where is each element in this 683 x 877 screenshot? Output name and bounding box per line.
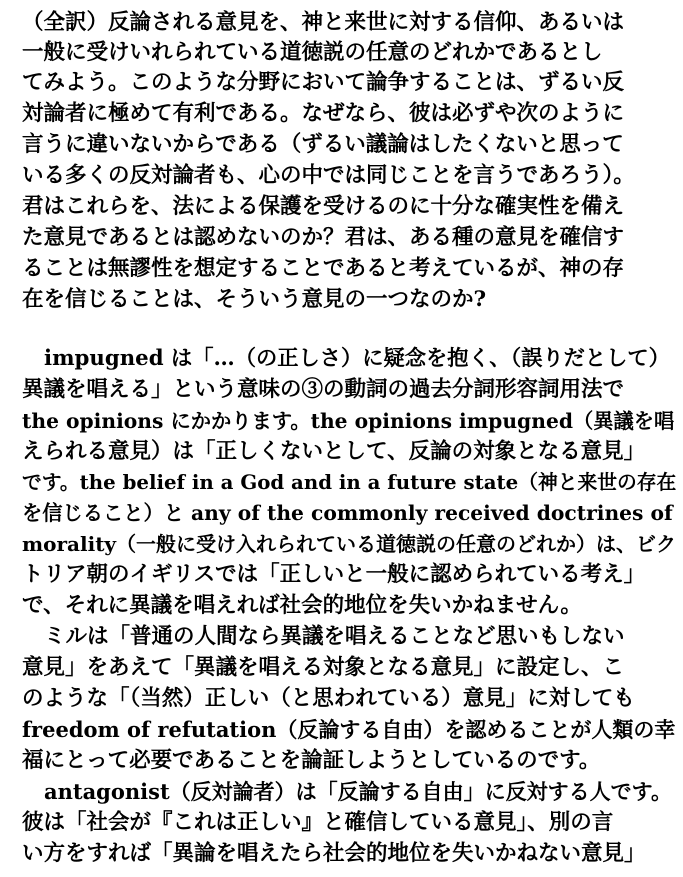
text-line: ミルは「普通の人間なら異議を唱えることなど思いもしない (44, 624, 625, 649)
text-line: で、それに異議を唱えれば社会的地位を失いかねません。 (22, 593, 582, 618)
text-line: 一般に受けいれられている道徳説の任意のどれかであるとし (22, 40, 603, 65)
text-line: 言うに違いないからである（ずるい議論はしたくないと思って (22, 132, 624, 157)
text-line: のような「（当然）正しい（と思われている）意見」に対しても (22, 686, 635, 711)
text-line: です。the belief in a God and in a future state（神と来世の存在 (22, 470, 677, 494)
text-line: morality（一般に受け入れられている道徳説の任意のどれか）は、ビク (22, 532, 677, 556)
text-line: いる多くの反対論者も、心の中では同じことを言うであろう）。 (22, 163, 635, 188)
text-line: トリア朝のイギリスでは「正しいと一般に認められている考え」 (22, 562, 646, 587)
text-line: 君はこれらを、法による保護を受けるのに十分な確実性を備え (22, 194, 625, 219)
text-line: 意見」をあえて「異議を唱える対象となる意見」に設定し、こ (22, 655, 625, 680)
text-line: the opinions にかかります。the opinions impugned（異議を唱 (22, 409, 675, 433)
text-line: 彼は「社会が『これは正しい』と確信している意見」、別の言 (22, 810, 614, 835)
text-line: 異議を唱える」という意味の③の動詞の過去分詞形容詞用法で (22, 377, 625, 402)
text-line: てみよう。このような分野において論争することは、ずるい反 (22, 70, 625, 95)
text-line: 対論者に極めて有利である。なぜなら、彼は必ずや次のように (22, 101, 625, 126)
text-line: い方をすれば「異論を唱えたら社会的地位を失いかねない意見」 (22, 841, 646, 866)
text-line: （全訳）反論される意見を、神と来世に対する信仰、あるいは (22, 10, 625, 35)
text-line: 福にとって必要であることを論証しようとしているのです。 (22, 748, 601, 773)
text-line: た意見であるとは認めないのか？君は、ある種の意見を確信す (22, 225, 625, 250)
text-line: ることは無謬性を想定することであると考えているが、神の存 (22, 256, 625, 281)
text-line: えられる意見）は「正しくないとして、反論の対象となる意見」 (22, 439, 646, 464)
text-line: 在を信じることは、そういう意見の一つなのか? (22, 287, 487, 312)
text-line: antagonist（反対論者）は「反論する自由」に反対する人です。 (44, 779, 672, 804)
text-line: を信じること）と any of the commonly received doctrines of (22, 501, 673, 525)
text-line: impugned は「…（の正しさ）に疑念を抱く、（誤りだとして） (44, 346, 670, 371)
text-line: freedom of refutation（反論する自由）を認めることが人類の幸 (22, 717, 676, 742)
